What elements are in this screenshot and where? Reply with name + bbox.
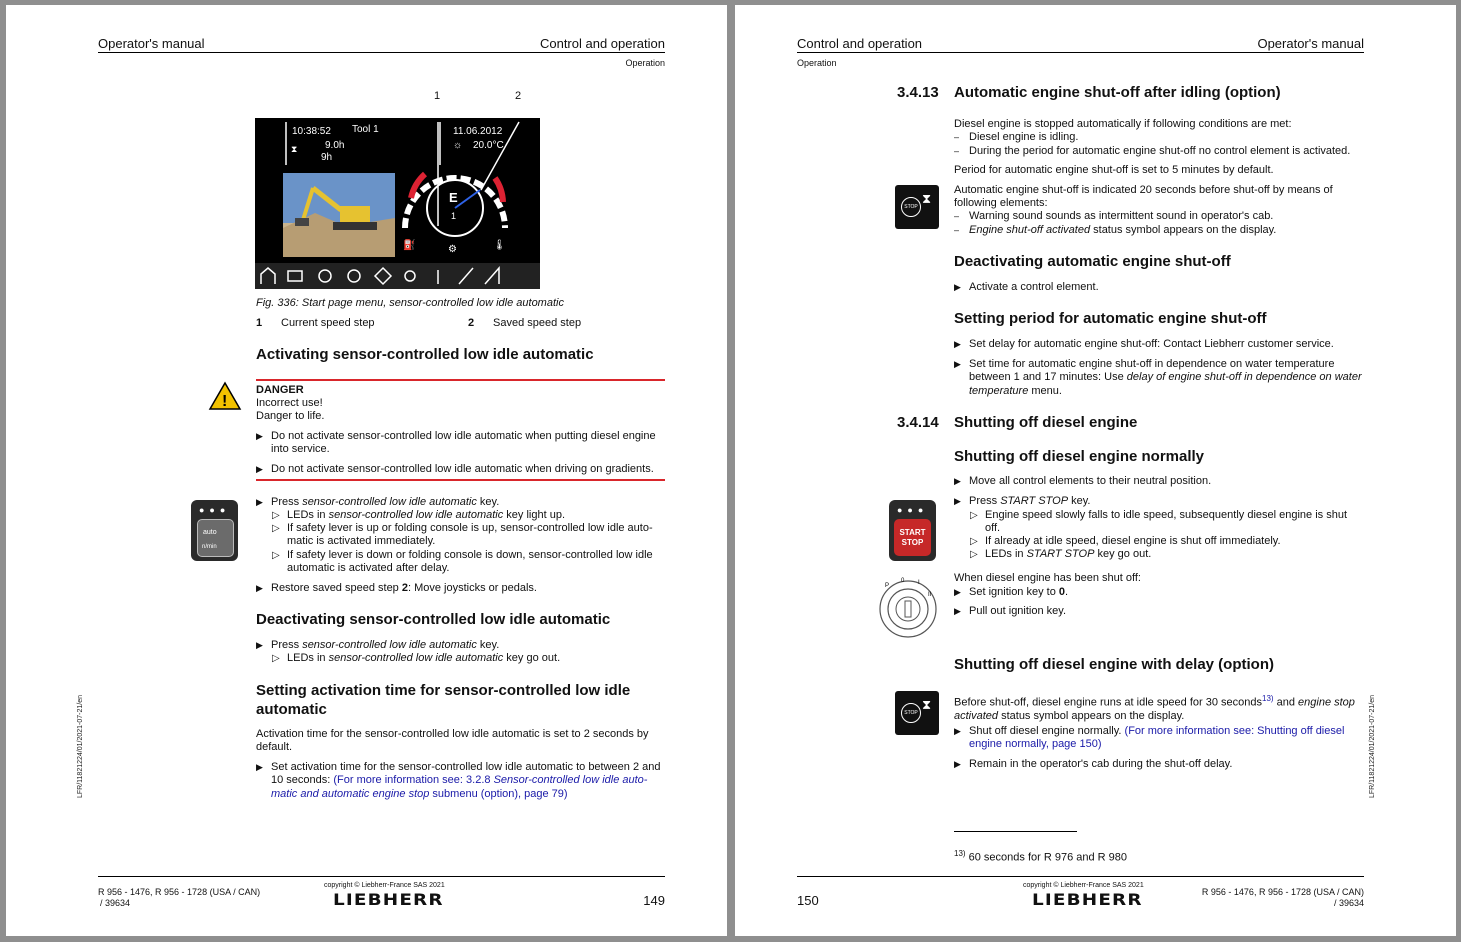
header-left: Control and operation: [797, 36, 923, 51]
header-rule: [797, 52, 1364, 53]
set-activation-bullet: ▶ Set activation time for the sensor-controlled low idle automatic to between 2 and 10 seconds: (For more information see: 3.2.8 Sensor-controlled low idle auto-matic and automatic engine stop submenu (option), page 79): [256, 761, 661, 800]
element-status-symbol: – Engine shut-off activated status symbol appears on the display.: [954, 224, 1277, 236]
svg-text:!: !: [222, 393, 228, 410]
when-shut-off: When diesel engine has been shut off:: [954, 572, 1141, 584]
ign-p: P: [885, 583, 890, 589]
legend-text-1: Current speed step: [281, 317, 375, 329]
result-led-on: ▷ LEDs in sensor-controlled low idle automatic key light up.: [272, 509, 566, 521]
header-right: Control and operation: [539, 36, 665, 51]
press-start-stop-bullet: ▶ Press START STOP key.: [954, 495, 1091, 507]
result-delay: ▷ If safety lever is down or folding console is down, sensor-controlled low idle automatic is activated after delay.: [272, 549, 653, 575]
footer-rule: [797, 876, 1364, 877]
danger-rule-top: [256, 379, 665, 381]
section-num-3413: 3.4.13: [897, 84, 939, 101]
ignition-key-icon: [875, 573, 941, 644]
display-tool: Tool 1: [352, 124, 379, 135]
header-sub: Operation: [625, 58, 665, 68]
link-submenu[interactable]: (For more information see: 3.2.8 Sensor-controlled low idle auto-matic and automatic engine stop submenu (option), page 79): [271, 774, 648, 800]
section-title-setting-period: Setting period for automatic engine shut-off: [954, 310, 1267, 327]
display-hours1: 9.0h: [325, 140, 345, 151]
coolant-icon: 🌡: [493, 240, 506, 251]
neutral-position-bullet: ▶ Move all control elements to their neutral position.: [954, 475, 1212, 487]
page-number: 149: [643, 893, 665, 908]
ign-1: I: [918, 580, 920, 586]
press-key-bullet: ▶ Press sensor-controlled low idle automatic key.: [256, 496, 500, 508]
display-date: 11.06.2012: [453, 126, 503, 137]
footer-model: R 956 - 1476, R 956 - 1728 (USA / CAN): [1201, 887, 1364, 897]
set-delay-bullet: ▶ Set delay for automatic engine shut-off: Contact Liebherr customer service.: [954, 338, 1334, 350]
callout-2: 2: [515, 90, 522, 102]
indicated-para: Automatic engine shut-off is indicated 20 seconds before shut-off by means of following elements:: [954, 184, 1333, 210]
side-code: LFR/11821224/01/2021-07-21/en: [77, 694, 84, 798]
deactivate-result: ▷ LEDs in sensor-controlled low idle automatic key go out.: [272, 652, 561, 664]
result-speed-falls: ▷ Engine speed slowly falls to idle speed, subsequently diesel engine is shut off.: [970, 509, 1348, 535]
footnote: $^{13)}$ 60 seconds for R 976 and R 980: [954, 849, 1128, 864]
display-screenshot: [255, 118, 540, 289]
ign-0: 0: [901, 578, 905, 584]
figure-caption: Fig. 336: Start page menu, sensor-controlled low idle automatic: [256, 297, 564, 309]
section-title-shut-normally: Shutting off diesel engine normally: [954, 448, 1205, 465]
header-rule: [98, 52, 665, 53]
header-sub: Operation: [797, 58, 837, 68]
legend-num-2: 2: [468, 317, 475, 329]
footer-rule: [98, 876, 665, 877]
section-title-activating: Activating sensor-controlled low idle automatic: [256, 346, 594, 363]
sun-icon: ☼: [453, 140, 463, 151]
activate-control-bullet: ▶ Activate a control element.: [954, 281, 1099, 293]
display-time: 10:38:52: [292, 126, 331, 137]
speed-gauge: [405, 174, 505, 236]
liebherr-logo: LIEBHERR: [333, 890, 444, 909]
copyright: copyright © Liebherr-France SAS 2021: [324, 882, 445, 889]
danger-rule-bottom: [256, 479, 665, 481]
section-title-setting-line1: Setting activation time for sensor-controlled low idle: [256, 682, 631, 699]
callout-1: 1: [434, 90, 441, 102]
footnote-rule: [954, 831, 1077, 832]
excavator-photo: [283, 173, 395, 257]
set-time-bullet: ▶ Set time for automatic engine shut-off in dependence on water temperature between 1 and 17 minutes: Use delay of engine shut-off in dependence on water temperature menu.: [954, 358, 1362, 397]
liebherr-logo: LIEBHERR: [1032, 890, 1143, 909]
display-graphics: [255, 118, 540, 289]
activation-time-para: Activation time for the sensor-controlled low idle automatic is set to 2 seconds by default.: [256, 728, 649, 754]
ign-2: II: [928, 592, 932, 598]
link-shut-off-normally[interactable]: (For more information see: Shutting off diesel engine normally, page 150): [969, 725, 1345, 751]
footer-model: R 956 - 1476, R 956 - 1728 (USA / CAN): [98, 887, 261, 897]
engine-stop-status-icon: STOP ⧗: [895, 691, 939, 735]
footer-doc: / 39634: [100, 898, 131, 908]
fuel-icon: ⛽: [403, 240, 416, 251]
section-title-3414: Shutting off diesel engine: [954, 414, 1138, 431]
engine-icon: ⚙: [448, 244, 457, 255]
copyright: copyright © Liebherr-France SAS 2021: [1023, 882, 1144, 889]
danger-title: DANGER: [256, 384, 304, 396]
section-title-deactivating: Deactivating sensor-controlled low idle automatic: [256, 611, 611, 628]
shut-off-normally-bullet: ▶ Shut off diesel engine normally. (For more information see: Shutting off diesel engine normally, page 150): [954, 725, 1345, 751]
gauge-step: 1: [451, 211, 457, 221]
result-leds-out: ▷ LEDs in START STOP key go out.: [970, 548, 1152, 560]
footer-doc: / 39634: [1333, 898, 1364, 908]
side-code: LFR/11821224/01/2021-07-21/en: [1369, 694, 1376, 798]
delay-para: Before shut-off, diesel engine runs at idle speed for 30 seconds$^{13)}$ and engine stop activated status symbol appears on the display.: [954, 694, 1355, 723]
start-stop-key-icon: ●●● START STOP: [889, 500, 936, 561]
warning-triangle-icon: [208, 381, 242, 416]
header-left: Operator's manual: [98, 36, 205, 51]
condition-no-control: – During the period for automatic engine shut-off no control element is activated.: [954, 145, 1351, 157]
page-149: [6, 5, 727, 936]
gauge-letter: E: [449, 190, 458, 205]
pull-key-bullet: ▶ Pull out ignition key.: [954, 605, 1067, 617]
set-key-zero-bullet: ▶ Set ignition key to 0.: [954, 586, 1069, 598]
page-150: [735, 5, 1456, 936]
danger-line2: Danger to life.: [256, 410, 325, 422]
period-default: Period for automatic engine shut-off is set to 5 minutes by default.: [954, 164, 1274, 176]
section-title-setting-line2: automatic: [256, 701, 327, 718]
engine-shutoff-status-icon: STOP ⧗: [895, 185, 939, 229]
condition-idling: – Diesel engine is idling.: [954, 131, 1079, 143]
remain-in-cab-bullet: ▶ Remain in the operator's cab during the shut-off delay.: [954, 758, 1233, 770]
hourglass-icon: ⧗: [291, 144, 298, 154]
section-num-3414: 3.4.14: [897, 414, 939, 431]
restore-bullet: ▶ Restore saved speed step 2: Move joysticks or pedals.: [256, 582, 537, 594]
result-immediate: ▷ If safety lever is up or folding console is up, sensor-controlled low idle auto-matic is activated immediately.: [272, 522, 653, 548]
result-immediate-off: ▷ If already at idle speed, diesel engine is shut off immediately.: [970, 535, 1281, 547]
danger-line1: Incorrect use!: [256, 397, 323, 409]
legend-num-1: 1: [256, 317, 263, 329]
display-hours2: 9h: [321, 152, 333, 163]
deactivate-press-bullet: ▶ Press sensor-controlled low idle automatic key.: [256, 639, 500, 651]
page-number: 150: [797, 893, 819, 908]
conditions-intro: Diesel engine is stopped automatically if following conditions are met:: [954, 118, 1292, 130]
legend-text-2: Saved speed step: [493, 317, 582, 329]
danger-bullet-1: ▶ Do not activate sensor-controlled low idle automatic when putting diesel engine into service.: [256, 430, 656, 456]
header-right: Operator's manual: [1257, 36, 1364, 51]
section-title-deactivating-shutoff: Deactivating automatic engine shut-off: [954, 253, 1231, 270]
section-title-3413: Automatic engine shut-off after idling (option): [954, 84, 1281, 101]
danger-bullet-2: ▶ Do not activate sensor-controlled low idle automatic when driving on gradients.: [256, 463, 654, 475]
display-temp: 20.0°C: [473, 140, 504, 151]
section-title-shut-delay: Shutting off diesel engine with delay (option): [954, 656, 1274, 673]
low-idle-key-icon: ●●● auto n/min: [191, 500, 238, 561]
element-warning-sound: – Warning sound sounds as intermittent sound in operator's cab.: [954, 210, 1274, 222]
